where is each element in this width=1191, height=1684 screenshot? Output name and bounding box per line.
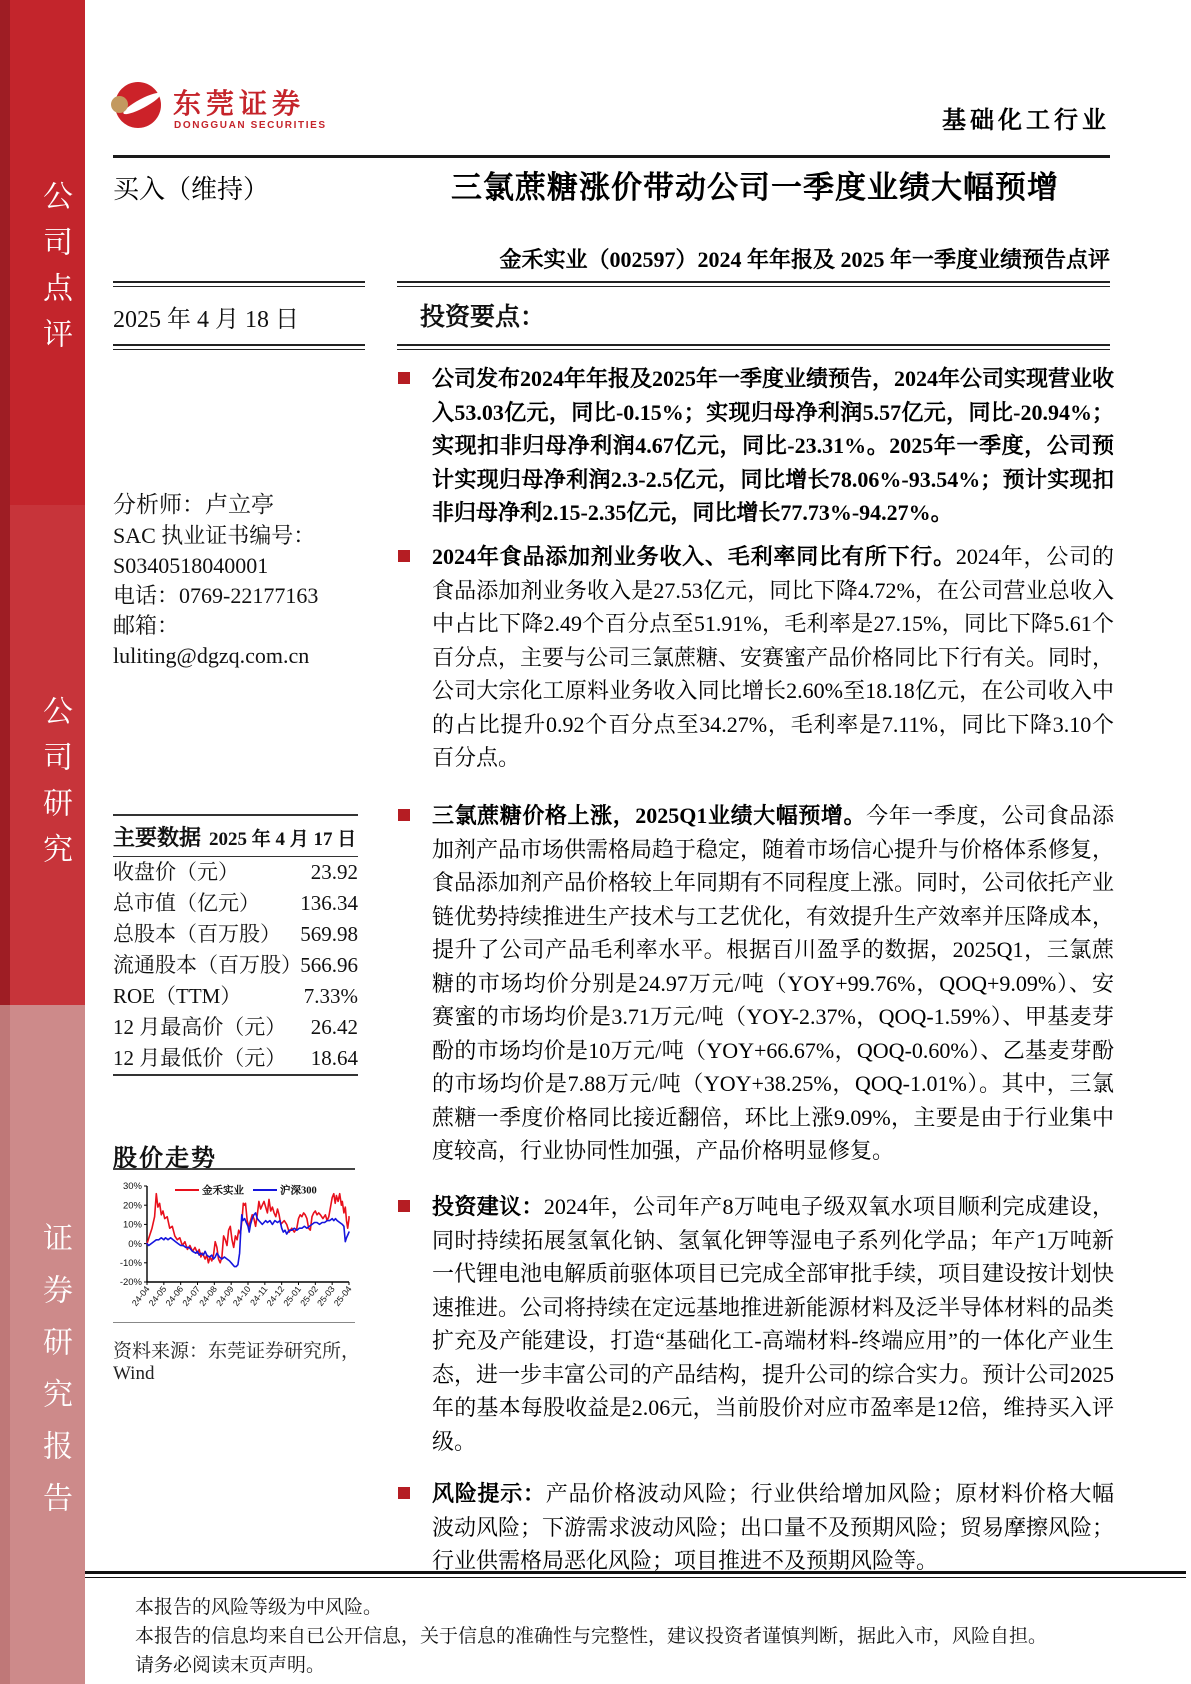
svg-text:24-12: 24-12 — [264, 1284, 287, 1308]
table-row — [113, 857, 358, 888]
bullet-lead: 风险提示： — [432, 1481, 546, 1506]
analyst-phone: 电话：0769-22177163 — [113, 583, 319, 608]
key-data-header — [113, 816, 358, 857]
divider-double-line — [113, 281, 365, 287]
table-row — [113, 981, 358, 1012]
analyst-sac-number: S0340518040001 — [113, 553, 269, 578]
price-chart-container — [113, 1174, 355, 1320]
divider-double-line — [113, 344, 365, 350]
svg-text:0%: 0% — [128, 1238, 142, 1250]
svg-text:10%: 10% — [122, 1219, 142, 1231]
svg-text:沪深300: 沪深300 — [280, 1185, 317, 1197]
table-row — [113, 1012, 358, 1043]
svg-text:20%: 20% — [122, 1200, 142, 1212]
svg-text:24-08: 24-08 — [197, 1284, 219, 1308]
divider-double-line — [397, 281, 1110, 287]
analyst-email-label: 邮箱： — [113, 613, 180, 638]
bullet-lead: 2024年食品添加剂业务收入、毛利率同比有所下行。 — [432, 544, 956, 569]
row-value: 136.34 — [300, 891, 358, 915]
table-row — [113, 950, 358, 981]
svg-text:25-03: 25-03 — [315, 1284, 337, 1308]
key-data-title: 主要数据 — [113, 825, 202, 850]
footer-risk-level: 本报告的风险等级为中风险。 — [135, 1597, 383, 1618]
row-label: 流通股本（百万股） — [113, 953, 302, 977]
row-label: 12 月最高价（元） — [113, 1015, 287, 1039]
report-date: 2025 年 4 月 18 日 — [113, 307, 299, 333]
sidebar-label-company-comment: 公司点评 — [38, 180, 71, 364]
industry-label: 基础化工行业 — [942, 108, 1110, 134]
bullet-body: 产品价格波动风险；行业供给增加风险；原材料价格大幅波动风险；下游需求波动风险；出口量不及预期风险；贸易摩擦风险；行业供需格局恶化风险；项目推进不及预期风险等。 — [432, 1481, 1115, 1573]
svg-text:30%: 30% — [122, 1181, 142, 1193]
bullet-body: 2024年，公司的食品添加剂业务收入是27.53亿元，同比下降4.72%，在公司营业总收入中占比下降2.49个百分点至51.91%，毛利率是27.15%，同比下降5.61个百分点，主要与公司三氯蔗糖、安赛蜜产品价格同比下行有关。同时，公司大宗化工原料业务收入同比增长2.60%至18.18亿元，在公司收入中的占比提升0.92个百分点至34.27%，毛利率是7.11%，同比下降3.10个百分点。 — [432, 544, 1115, 770]
table-row — [113, 888, 358, 919]
footer-read-statement: 请务必阅读末页声明。 — [135, 1655, 326, 1676]
row-label: 总市值（亿元） — [113, 891, 260, 915]
logo-swirl-icon — [113, 82, 161, 130]
sidebar-accent-strip-bottom — [0, 1005, 10, 1684]
bullet-body: 公司发布2024年年报及2025年一季度业绩预告，2024年公司实现营业收入53.03亿元，同比-0.15%；实现归母净利润5.57亿元，同比-20.94%；实现扣非归母净利润4.67亿元，同比-23.31%。2025年一季度，公司预计实现归母净利润2.3-2.5亿元，同比增长78.06%-93.54%；预计实现扣非归母净利2.15-2.35亿元，同比增长77.73%-94.27%。 — [432, 366, 1115, 525]
svg-text:-10%: -10% — [119, 1258, 142, 1269]
row-label: ROE（TTM） — [113, 984, 242, 1008]
footer-disclaimer: 本报告的信息均来自已公开信息，关于信息的准确性与完整性，建议投资者谨慎判断，据此入市，风险自担。 — [135, 1626, 1048, 1647]
bullet-square-icon — [398, 550, 410, 562]
svg-text:25-01: 25-01 — [281, 1284, 304, 1308]
bullet-lead: 三氯蔗糖价格上涨，2025Q1业绩大幅预增。 — [432, 803, 867, 828]
svg-text:-20%: -20% — [119, 1277, 142, 1289]
bullet-square-icon — [398, 372, 410, 384]
rating-label: 买入（维持） — [113, 175, 270, 204]
row-label: 总股本（百万股） — [113, 922, 281, 946]
svg-text:24-10: 24-10 — [230, 1284, 253, 1308]
bullet-results-summary — [432, 362, 1114, 530]
svg-text:24-09: 24-09 — [214, 1284, 236, 1308]
logo-gold-dot — [111, 96, 128, 113]
logo-english-name: DONGGUAN SECURITIES — [174, 120, 327, 131]
report-title: 三氯蔗糖涨价带动公司一季度业绩大幅预增 — [451, 170, 1059, 205]
footer-divider — [85, 1571, 1186, 1578]
bullet-sucralose-price — [432, 799, 1114, 1168]
analyst-sac-label: SAC 执业证书编号： — [113, 523, 316, 548]
analyst-email: luliting@dgzq.com.cn — [113, 643, 310, 668]
table-row — [113, 1043, 358, 1074]
analyst-name: 分析师：卢立亭 — [113, 492, 274, 517]
key-data-date: 2025 年 4 月 17 日 — [209, 829, 357, 850]
sidebar-accent-strip-top — [0, 0, 10, 1005]
row-value: 23.92 — [310, 860, 358, 884]
svg-text:24-06: 24-06 — [163, 1284, 186, 1308]
investment-highlights-heading: 投资要点： — [420, 304, 546, 331]
row-label: 12 月最低价（元） — [113, 1046, 287, 1070]
svg-text:24-05: 24-05 — [146, 1284, 169, 1308]
bullet-lead: 投资建议： — [432, 1194, 544, 1219]
svg-text:25-04: 25-04 — [331, 1284, 354, 1308]
sidebar-label-research-report: 证券研究报告 — [38, 1222, 71, 1534]
row-label: 收盘价（元） — [113, 860, 239, 884]
chart-source-divider — [113, 1322, 355, 1323]
bullet-risk-warning — [432, 1477, 1114, 1578]
price-chart-heading: 股价走势 — [113, 1146, 217, 1172]
report-subtitle: 金禾实业（002597）2024 年年报及 2025 年一季度业绩预告点评 — [499, 247, 1110, 272]
bullet-body: 2024年，公司年产8万吨电子级双氧水项目顺利完成建设，同时持续拓展氢氧化钠、氢氧化钾等湿电子系列化学品；年产1万吨新一代锂电池电解质前驱体项目已完成全部审批手续，项目建设按计划快速推进。公司将持续在定远基地推进新能源材料及泛半导体材料的品类扩充及产能建设，打造“基础化工-高端材料-终端应用”的一体化产业生态，进一步丰富公司的产品结构，提升公司的综合实力。预计公司2025年的基本每股收益是2.06元，当前股价对应市盈率是12倍，维持买入评级。 — [432, 1194, 1115, 1454]
price-chart — [113, 1174, 355, 1320]
chart-heading-underline — [113, 1168, 355, 1170]
bullet-body: 今年一季度，公司食品添加剂产品市场供需格局趋于稳定，随着市场信心提升与价格体系修复，食品添加剂产品价格较上年同期有不同程度上涨。同时，公司依托产业链优势持续推进生产技术与工艺优化，有效提升生产效率并压降成本，提升了公司产品毛利率水平。根据百川盈孚的数据，2025Q1，三氯蔗糖的市场均价分别是24.97万元/吨（YOY+99.76%，QOQ+9.09%）、安赛蜜的市场均价是3.71万元/吨（YOY-2.37%，QOQ-1.59%）、甲基麦芽酚的市场均价是10万元/吨（YOY+66.67%，QOQ-0.60%）、乙基麦芽酚的市场均价是7.88万元/吨（YOY+38.25%，QOQ-1.01%）。其中，三氯蔗糖一季度价格同比接近翻倍，环比上涨9.09%，主要是由于行业集中度较高，行业协同性加强，产品价格明显修复。 — [432, 803, 1115, 1163]
row-value: 7.33% — [303, 984, 358, 1008]
divider-double-line — [397, 344, 1110, 350]
bullet-investment-advice — [432, 1190, 1114, 1458]
logo-chinese-name: 东莞证券 — [173, 89, 306, 120]
sidebar-label-company-research: 公司研究 — [38, 695, 71, 879]
analyst-block — [113, 489, 373, 671]
svg-text:24-11: 24-11 — [248, 1284, 270, 1308]
svg-text:24-04: 24-04 — [129, 1284, 152, 1308]
chart-source: 资料来源：东莞证券研究所，Wind — [113, 1341, 361, 1384]
row-value: 26.42 — [310, 1015, 358, 1039]
svg-text:金禾实业: 金禾实业 — [202, 1185, 244, 1197]
header-divider — [113, 155, 1110, 158]
bullet-food-additive-business — [432, 540, 1114, 775]
bullet-square-icon — [398, 809, 410, 821]
company-logo — [113, 80, 373, 150]
svg-text:24-07: 24-07 — [180, 1284, 203, 1308]
svg-text:25-02: 25-02 — [298, 1284, 320, 1308]
row-value: 569.98 — [300, 922, 358, 946]
row-value: 18.64 — [310, 1046, 358, 1070]
bullet-square-icon — [398, 1200, 410, 1212]
table-row — [113, 919, 358, 950]
bullet-square-icon — [398, 1487, 410, 1499]
key-data-table — [113, 814, 358, 1076]
row-value: 566.96 — [300, 953, 358, 977]
